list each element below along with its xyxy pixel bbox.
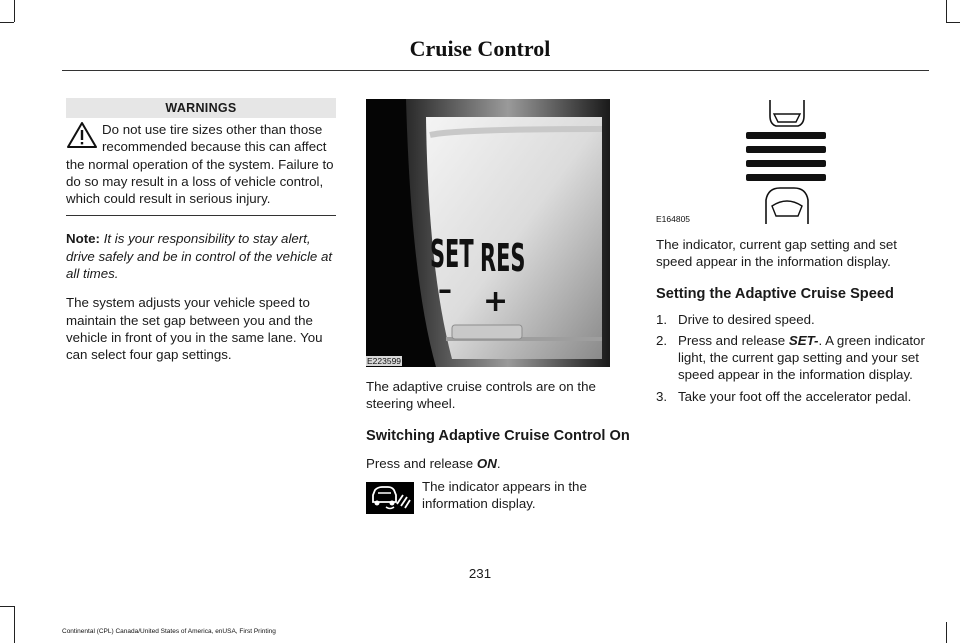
warnings-heading: WARNINGS	[66, 98, 336, 118]
setting-steps	[656, 311, 928, 405]
warnings-box	[66, 121, 336, 207]
warning-triangle-icon	[66, 121, 98, 149]
plus-symbol: +	[483, 284, 509, 319]
gap-bar	[746, 146, 826, 153]
steering-wheel-controls-photo	[366, 99, 610, 367]
gap-paragraph: The system adjusts your vehicle speed to maintain the set gap between you and the vehicle in front of you in the same lane. You can select four gap settings.	[66, 295, 323, 363]
right-column	[656, 236, 928, 405]
set-button-label: SET	[430, 233, 474, 277]
middle-column	[366, 378, 634, 522]
gap-bar	[746, 160, 826, 167]
crop-mark	[14, 0, 15, 22]
res-button-label: RES	[480, 237, 526, 281]
step-text: Take your foot off the accelerator pedal.	[678, 388, 912, 404]
crop-mark	[14, 606, 15, 643]
step-number: 2.	[656, 332, 668, 348]
note-paragraph	[66, 230, 336, 282]
indicator-row	[366, 478, 634, 522]
on-key: ON	[476, 455, 497, 471]
gap-bar	[746, 174, 826, 181]
step-text: . A green indicator light, the current gap setting and your set speed appear in the information display.	[678, 332, 925, 383]
step-text: Drive to desired speed.	[678, 311, 815, 327]
minus-symbol: –	[438, 273, 452, 306]
warnings-divider	[66, 215, 336, 216]
controls-caption: The adaptive cruise controls are on the steering wheel.	[366, 379, 596, 412]
crop-mark	[946, 622, 947, 643]
page-title: Cruise Control	[409, 36, 551, 61]
step-item	[656, 311, 928, 328]
press-on-paragraph	[366, 455, 634, 472]
step-number: 1.	[656, 311, 668, 327]
crop-mark	[946, 22, 960, 23]
gap-setting-figure	[656, 98, 856, 226]
footer-text: Continental (CPL) Canada/United States of America, enUSA, First Printing	[62, 628, 276, 635]
note-label: Note:	[66, 231, 100, 247]
step-item	[656, 332, 928, 384]
press-prefix: Press and release	[366, 455, 477, 471]
step-item	[656, 388, 928, 405]
adaptive-cruise-indicator-icon	[366, 482, 414, 514]
gap-caption: The indicator, current gap setting and set speed appear in the information display.	[656, 237, 897, 270]
left-column	[66, 98, 336, 364]
crop-mark	[0, 22, 14, 23]
note-text: It is your responsibility to stay alert, drive safely and be in control of the vehicle at all times.	[66, 231, 333, 282]
gap-figure-id: E164805	[656, 214, 691, 224]
gap-bar	[746, 132, 826, 139]
step-number: 3.	[656, 388, 668, 404]
indicator-text: The indicator appears in the information display.	[422, 478, 587, 512]
step-text: Press and release	[678, 332, 789, 348]
page-number: 231	[468, 566, 492, 581]
setting-heading: Setting the Adaptive Cruise Speed	[656, 285, 894, 302]
header-divider	[62, 70, 929, 71]
press-suffix: .	[496, 455, 501, 471]
set-minus-key: SET-	[788, 332, 819, 348]
switching-heading: Switching Adaptive Cruise Control On	[366, 427, 630, 444]
photo-id: E223599	[367, 356, 402, 366]
crop-mark	[0, 606, 14, 607]
crop-mark	[946, 0, 947, 22]
steering-wheel-image	[366, 99, 610, 367]
warnings-text: Do not use tire sizes other than those recommended because this can affect the normal operation of the system. Failure to do so may result in a loss of vehicle control, which could result in serious injury.	[66, 122, 334, 207]
